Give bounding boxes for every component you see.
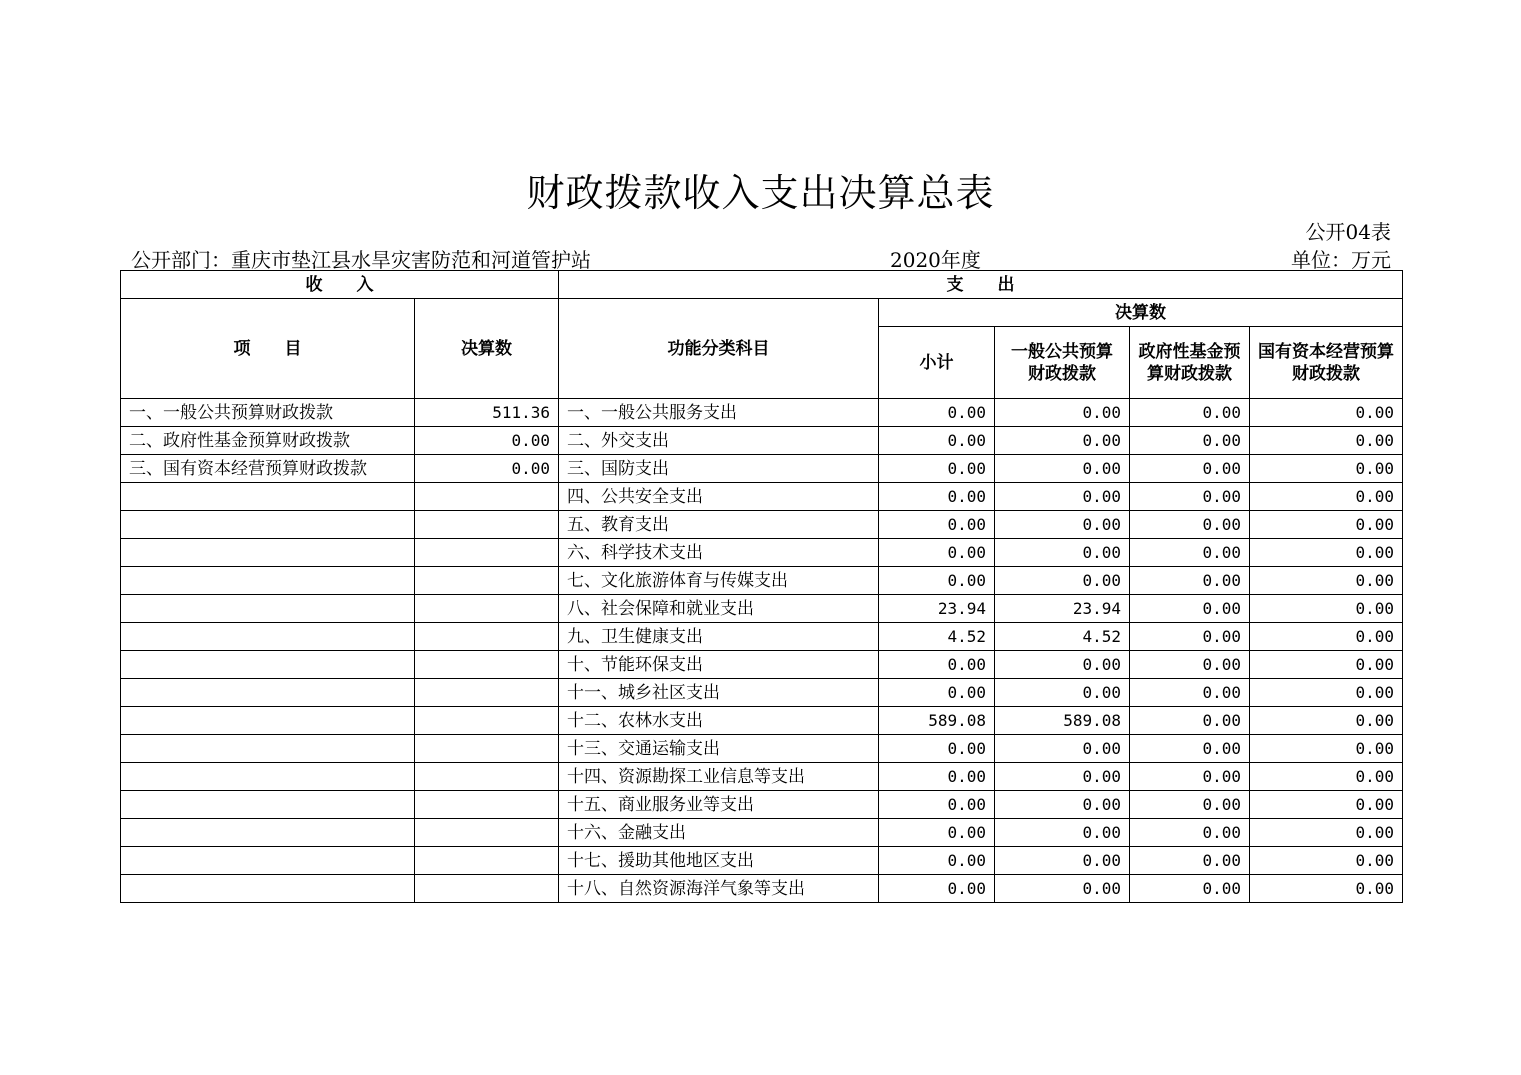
income-item-cell xyxy=(121,735,415,763)
subtotal-cell: 0.00 xyxy=(879,455,995,483)
function-category-cell: 十五、商业服务业等支出 xyxy=(559,791,879,819)
income-item-cell xyxy=(121,539,415,567)
income-item-cell xyxy=(121,595,415,623)
income-amount-cell xyxy=(415,595,559,623)
table-row xyxy=(121,595,1403,623)
income-item-cell xyxy=(121,483,415,511)
state-capital-cell: 0.00 xyxy=(1250,847,1403,875)
income-amount-cell xyxy=(415,847,559,875)
income-item-cell xyxy=(121,679,415,707)
function-category-cell: 五、教育支出 xyxy=(559,511,879,539)
state-capital-cell: 0.00 xyxy=(1250,623,1403,651)
general-budget-cell: 0.00 xyxy=(995,763,1130,791)
final-amount-group-header: 决算数 xyxy=(879,299,1403,327)
income-amount-cell xyxy=(415,567,559,595)
general-budget-cell: 0.00 xyxy=(995,455,1130,483)
gov-fund-cell: 0.00 xyxy=(1130,483,1250,511)
function-category-cell: 十一、城乡社区支出 xyxy=(559,679,879,707)
income-amount-cell: 0.00 xyxy=(415,455,559,483)
state-capital-cell: 0.00 xyxy=(1250,399,1403,427)
subtotal-cell: 0.00 xyxy=(879,399,995,427)
function-category-cell: 二、外交支出 xyxy=(559,427,879,455)
page-title: 财政拨款收入支出决算总表 xyxy=(526,171,995,215)
subtotal-cell: 0.00 xyxy=(879,847,995,875)
gov-fund-cell: 0.00 xyxy=(1130,595,1250,623)
gov-fund-cell: 0.00 xyxy=(1130,763,1250,791)
gov-fund-cell: 0.00 xyxy=(1130,651,1250,679)
gov-fund-cell: 0.00 xyxy=(1130,539,1250,567)
state-capital-header: 国有资本经营预算财政拨款 xyxy=(1250,327,1403,399)
income-item-cell: 一、一般公共预算财政拨款 xyxy=(121,399,415,427)
income-item-cell xyxy=(121,847,415,875)
state-capital-cell: 0.00 xyxy=(1250,483,1403,511)
department-label: 公开部门：重庆市垫江县水旱灾害防范和河道管护站 xyxy=(131,248,591,272)
gov-fund-cell: 0.00 xyxy=(1130,623,1250,651)
income-amount-cell xyxy=(415,511,559,539)
table-row xyxy=(121,427,1403,455)
state-capital-cell: 0.00 xyxy=(1250,875,1403,903)
table-row xyxy=(121,707,1403,735)
table-row xyxy=(121,735,1403,763)
general-budget-cell: 0.00 xyxy=(995,427,1130,455)
state-capital-cell: 0.00 xyxy=(1250,455,1403,483)
table-row xyxy=(121,539,1403,567)
gov-fund-cell: 0.00 xyxy=(1130,819,1250,847)
function-category-cell: 一、一般公共服务支出 xyxy=(559,399,879,427)
state-capital-cell: 0.00 xyxy=(1250,819,1403,847)
state-capital-cell: 0.00 xyxy=(1250,427,1403,455)
function-category-cell: 四、公共安全支出 xyxy=(559,483,879,511)
table-row xyxy=(121,791,1403,819)
income-item-cell xyxy=(121,623,415,651)
function-category-header: 功能分类科目 xyxy=(559,299,879,399)
state-capital-cell: 0.00 xyxy=(1250,511,1403,539)
gov-fund-cell: 0.00 xyxy=(1130,511,1250,539)
general-budget-cell: 0.00 xyxy=(995,567,1130,595)
subtotal-header: 小计 xyxy=(879,327,995,399)
general-budget-cell: 0.00 xyxy=(995,399,1130,427)
subtotal-cell: 589.08 xyxy=(879,707,995,735)
general-budget-cell: 0.00 xyxy=(995,735,1130,763)
table-row xyxy=(121,455,1403,483)
income-amount-cell xyxy=(415,539,559,567)
table-row xyxy=(121,623,1403,651)
table-row xyxy=(121,679,1403,707)
table-row xyxy=(121,567,1403,595)
function-category-cell: 十、节能环保支出 xyxy=(559,651,879,679)
state-capital-cell: 0.00 xyxy=(1250,791,1403,819)
general-budget-cell: 0.00 xyxy=(995,651,1130,679)
income-item-cell xyxy=(121,707,415,735)
state-capital-cell: 0.00 xyxy=(1250,651,1403,679)
general-budget-header: 一般公共预算财政拨款 xyxy=(995,327,1130,399)
gov-fund-cell: 0.00 xyxy=(1130,455,1250,483)
table-row xyxy=(121,763,1403,791)
income-amount-cell xyxy=(415,679,559,707)
income-amount-cell xyxy=(415,875,559,903)
income-item-cell xyxy=(121,763,415,791)
table-row xyxy=(121,875,1403,903)
general-budget-cell: 0.00 xyxy=(995,539,1130,567)
state-capital-cell: 0.00 xyxy=(1250,595,1403,623)
table-row xyxy=(121,847,1403,875)
gov-fund-cell: 0.00 xyxy=(1130,427,1250,455)
subtotal-cell: 23.94 xyxy=(879,595,995,623)
subtotal-cell: 4.52 xyxy=(879,623,995,651)
income-amount-cell xyxy=(415,791,559,819)
subtotal-cell: 0.00 xyxy=(879,483,995,511)
income-amount-cell: 511.36 xyxy=(415,399,559,427)
table-row xyxy=(121,399,1403,427)
subtotal-cell: 0.00 xyxy=(879,651,995,679)
general-budget-cell: 0.00 xyxy=(995,875,1130,903)
income-amount-cell xyxy=(415,763,559,791)
gov-fund-cell: 0.00 xyxy=(1130,735,1250,763)
income-amount-cell xyxy=(415,819,559,847)
function-category-cell: 七、文化旅游体育与传媒支出 xyxy=(559,567,879,595)
income-amount-cell xyxy=(415,707,559,735)
income-amount-cell xyxy=(415,651,559,679)
income-item-header: 项 目 xyxy=(121,299,415,399)
income-amount-cell xyxy=(415,623,559,651)
budget-table xyxy=(120,270,1403,903)
subtotal-cell: 0.00 xyxy=(879,875,995,903)
subtotal-cell: 0.00 xyxy=(879,679,995,707)
function-category-cell: 十六、金融支出 xyxy=(559,819,879,847)
income-amount-header: 决算数 xyxy=(415,299,559,399)
state-capital-cell: 0.00 xyxy=(1250,539,1403,567)
income-item-cell: 二、政府性基金预算财政拨款 xyxy=(121,427,415,455)
gov-fund-cell: 0.00 xyxy=(1130,679,1250,707)
income-item-cell xyxy=(121,567,415,595)
gov-fund-header: 政府性基金预算财政拨款 xyxy=(1130,327,1250,399)
general-budget-cell: 4.52 xyxy=(995,623,1130,651)
income-amount-cell xyxy=(415,483,559,511)
function-category-cell: 八、社会保障和就业支出 xyxy=(559,595,879,623)
function-category-cell: 十三、交通运输支出 xyxy=(559,735,879,763)
subtotal-cell: 0.00 xyxy=(879,539,995,567)
function-category-cell: 十七、援助其他地区支出 xyxy=(559,847,879,875)
function-category-cell: 三、国防支出 xyxy=(559,455,879,483)
general-budget-cell: 0.00 xyxy=(995,791,1130,819)
function-category-cell: 十八、自然资源海洋气象等支出 xyxy=(559,875,879,903)
state-capital-cell: 0.00 xyxy=(1250,735,1403,763)
function-category-cell: 六、科学技术支出 xyxy=(559,539,879,567)
general-budget-cell: 0.00 xyxy=(995,483,1130,511)
income-amount-cell: 0.00 xyxy=(415,427,559,455)
general-budget-cell: 0.00 xyxy=(995,847,1130,875)
table-body xyxy=(121,399,1403,903)
gov-fund-cell: 0.00 xyxy=(1130,847,1250,875)
income-item-cell xyxy=(121,819,415,847)
income-item-cell xyxy=(121,511,415,539)
form-number: 公开04表 xyxy=(1305,220,1391,244)
general-budget-cell: 0.00 xyxy=(995,679,1130,707)
gov-fund-cell: 0.00 xyxy=(1130,875,1250,903)
function-category-cell: 十四、资源勘探工业信息等支出 xyxy=(559,763,879,791)
subtotal-cell: 0.00 xyxy=(879,791,995,819)
table-row xyxy=(121,651,1403,679)
subtotal-cell: 0.00 xyxy=(879,511,995,539)
income-item-cell xyxy=(121,875,415,903)
gov-fund-cell: 0.00 xyxy=(1130,791,1250,819)
gov-fund-cell: 0.00 xyxy=(1130,399,1250,427)
table-row xyxy=(121,511,1403,539)
gov-fund-cell: 0.00 xyxy=(1130,567,1250,595)
subtotal-cell: 0.00 xyxy=(879,567,995,595)
table-row xyxy=(121,819,1403,847)
gov-fund-cell: 0.00 xyxy=(1130,707,1250,735)
expense-section-header: 支 出 xyxy=(559,271,1403,299)
subtotal-cell: 0.00 xyxy=(879,427,995,455)
income-section-header: 收 入 xyxy=(121,271,559,299)
income-item-cell xyxy=(121,651,415,679)
general-budget-cell: 589.08 xyxy=(995,707,1130,735)
income-item-cell: 三、国有资本经营预算财政拨款 xyxy=(121,455,415,483)
state-capital-cell: 0.00 xyxy=(1250,567,1403,595)
state-capital-cell: 0.00 xyxy=(1250,763,1403,791)
unit-label: 单位：万元 xyxy=(1291,248,1391,272)
function-category-cell: 十二、农林水支出 xyxy=(559,707,879,735)
table-row xyxy=(121,483,1403,511)
general-budget-cell: 0.00 xyxy=(995,511,1130,539)
income-amount-cell xyxy=(415,735,559,763)
income-item-cell xyxy=(121,791,415,819)
state-capital-cell: 0.00 xyxy=(1250,679,1403,707)
subtotal-cell: 0.00 xyxy=(879,819,995,847)
fiscal-year: 2020年度 xyxy=(890,248,981,272)
general-budget-cell: 23.94 xyxy=(995,595,1130,623)
function-category-cell: 九、卫生健康支出 xyxy=(559,623,879,651)
state-capital-cell: 0.00 xyxy=(1250,707,1403,735)
subtotal-cell: 0.00 xyxy=(879,763,995,791)
general-budget-cell: 0.00 xyxy=(995,819,1130,847)
subtotal-cell: 0.00 xyxy=(879,735,995,763)
